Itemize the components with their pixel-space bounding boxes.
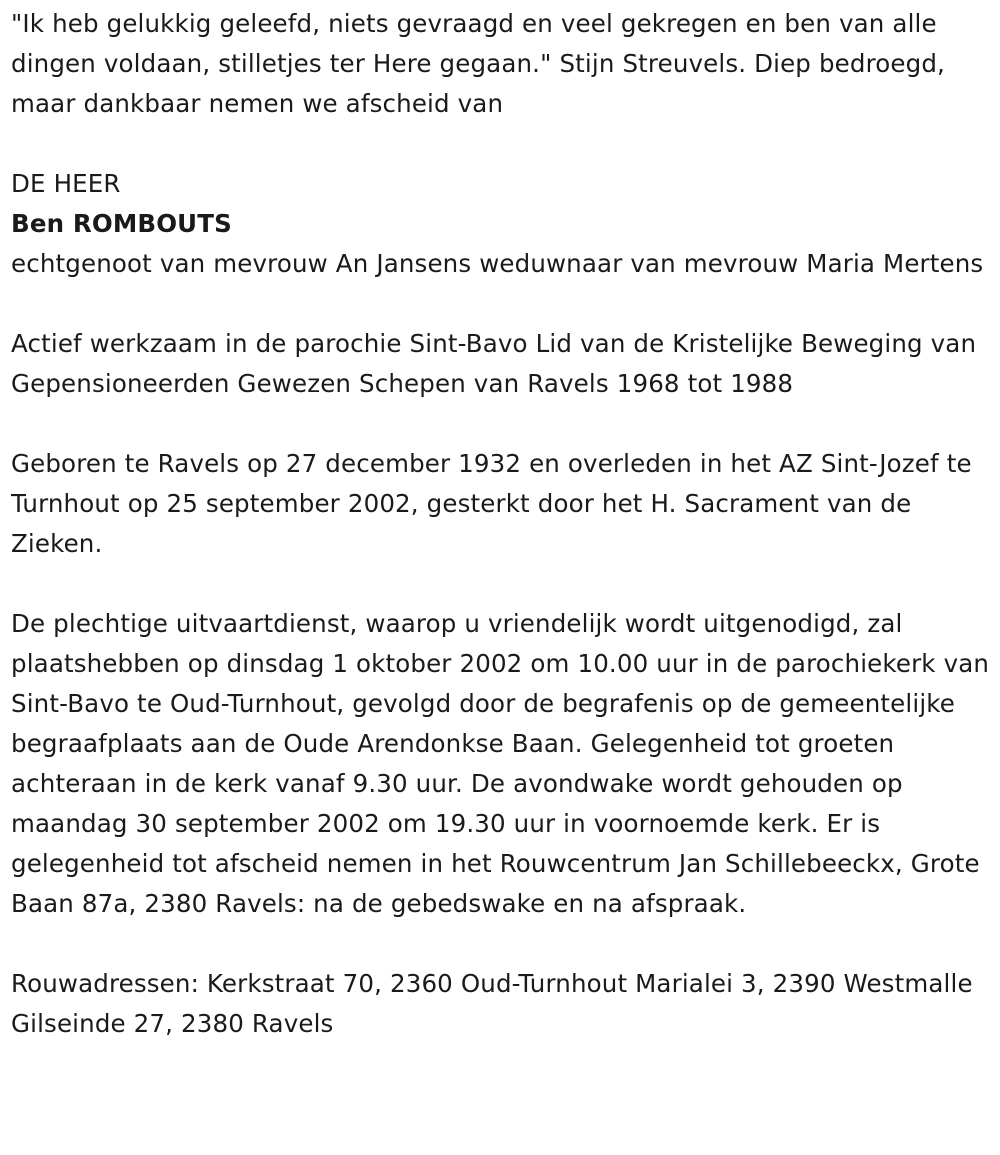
spacer — [11, 284, 996, 324]
spacer — [11, 924, 996, 964]
spacer — [11, 564, 996, 604]
spacer — [11, 124, 996, 164]
birth-death-info: Geboren te Ravels op 27 december 1932 en overleden in het AZ Sint-Jozef te Turnhout op 25 september 2002, gesterkt door het H. Sacrament van de Zieken. — [11, 449, 972, 558]
obituary-notice — [11, 4, 996, 1044]
deceased-name: Ben ROMBOUTS — [11, 209, 232, 238]
honorific-title: DE HEER — [11, 169, 121, 198]
activities-info: Actief werkzaam in de parochie Sint-Bavo Lid van de Kristelijke Beweging van Gepensioneerden Gewezen Schepen van Ravels 1968 tot 1988 — [11, 329, 977, 398]
funeral-info: De plechtige uitvaartdienst, waarop u vriendelijk wordt uitgenodigd, zal plaatshebben op dinsdag 1 oktober 2002 om 10.00 uur in de parochiekerk van Sint-Bavo te Oud-Turnhout, gevolgd door de begrafenis op de gemeentelijke begraafplaats aan de Oude Arendonkse Baan. Gelegenheid tot groeten achteraan in de kerk vanaf 9.30 uur. De avondwake wordt gehouden op maandag 30 september 2002 om 19.30 uur in voornoemde kerk. Er is gelegenheid tot afscheid nemen in het Rouwcentrum Jan Schillebeeckx, Grote Baan 87a, 2380 Ravels: na de gebedswake en na afspraak. — [11, 609, 990, 918]
opening-quote: "Ik heb gelukkig geleefd, niets gevraagd en veel gekregen en ben van alle dingen voldaan, stilletjes ter Here gegaan." Stijn Streuvels. Diep bedroegd, maar dankbaar nemen we afscheid van — [11, 9, 945, 118]
spouse-info: echtgenoot van mevrouw An Jansens weduwnaar van mevrouw Maria Mertens — [11, 249, 984, 278]
mourning-addresses: Rouwadressen: Kerkstraat 70, 2360 Oud-Turnhout Marialei 3, 2390 Westmalle Gilseinde 27, 2380 Ravels — [11, 969, 973, 1038]
spacer — [11, 404, 996, 444]
